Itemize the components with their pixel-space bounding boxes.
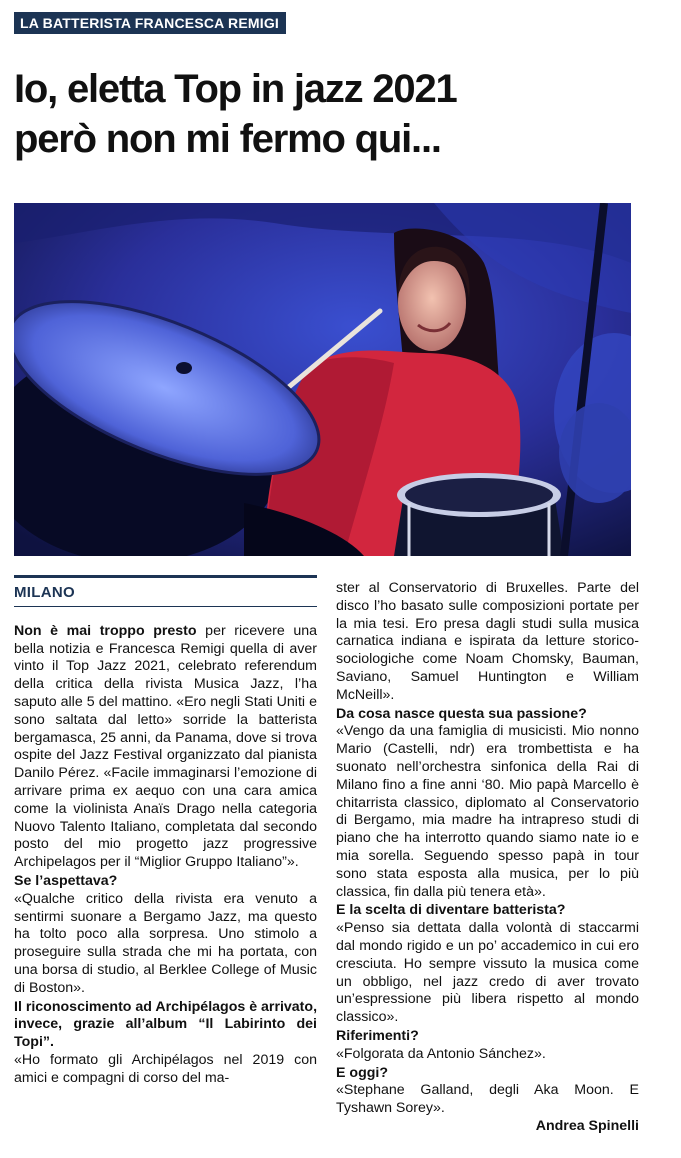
answer-5: «Folgorata da Antonio Sánchez». xyxy=(336,1045,546,1062)
question-6: E oggi? xyxy=(336,1064,389,1081)
section-header xyxy=(14,575,317,607)
question-5: Riferimenti? xyxy=(336,1027,419,1044)
headline xyxy=(14,64,654,164)
answer-3: «Vengo da una famiglia di musicisti. Mio nonno Mario (Castelli, ndr) era trombettista e ha suonato nell’orchestra sinfonica della Rai di Milano fino a fine anni ‘80. Mio papà Marcello è chitarrista classico, diplomato al Conservatorio di Bergamo, mia madre ha intrapreso studi di piano che ha interrotto quando siamo nate io e mia sorella. Seguendo spesso papà in tour sono stata esposta alla musica, per lo più classica, fin dalla più tenera età». xyxy=(336,723,639,900)
author-byline: Andrea Spinelli xyxy=(535,1117,639,1134)
question-3: Da cosa nasce questa sua passione? xyxy=(336,705,587,722)
section-label: MILANO xyxy=(14,584,75,601)
question-1: Se l’aspettava? xyxy=(14,872,118,889)
drummer-photo-icon xyxy=(14,203,631,556)
answer-2-part-1: «Ho formato gli Archipélagos nel 2019 con amici e compagni di corso del ma- xyxy=(14,1051,317,1086)
kicker-label: LA BATTERISTA FRANCESCA REMIGI xyxy=(14,12,286,34)
answer-6: «Stephane Galland, degli Aka Moon. E Tyshawn Sorey». xyxy=(336,1082,639,1117)
headline-line-1: Io, eletta Top in jazz 2021 xyxy=(14,67,457,111)
lead-text: per ricevere una bella notizia e Francesca Remigi quella di aver vinto il Top Jazz 2021, celebrato referendum della critica della rivista Musica Jazz, l’ha saputo alle 5 del mattino. «Ero negli Stati Uniti e sono saltata dal letto» sorride la batterista bergamasca, 25 anni, da Panama, dove si trova ospite del Jazz Festival organizzato dal pianista Danilo Pérez. «Facile immaginarsi l’emozione di arrivare prima ex aequo con una cara amica come la violinista Anaïs Drago nella categoria Nuovo Talento Italiano, completata dal secondo posto del mio progetto jazz progressive Archipelagos per il “Miglior Gruppo Italiano”». xyxy=(14,622,318,871)
article-column-right xyxy=(336,580,639,1136)
drummer-photo xyxy=(14,203,631,556)
question-2: Il riconoscimento ad Archipélagos è arrivato, invece, grazie all’album “Il Labirinto dei Topi”. xyxy=(14,998,318,1051)
answer-2-part-2: ster al Conservatorio di Bruxelles. Parte del disco l’ho basato sulle composizioni portate per la mia tesi. Ero presa dagli studi sulla musica carnatica indiana e ispirata da letture storico-sociologiche come Noam Chomsky, Bauman, Saviano, Samuel Huntington e William McNeill». xyxy=(336,580,639,703)
article-column-left xyxy=(14,575,317,1088)
headline-line-2: però non mi fermo qui... xyxy=(14,117,441,161)
answer-1: «Qualche critico della rivista era venuto a sentirmi suonare a Bergamo Jazz, ma questo ha tolto poco alla sorpresa. Uno stimolo a proseguire sulla strada che mi ha portata, con una borsa di studio, al Berklee College of Music di Boston». xyxy=(14,890,317,996)
lead-paragraph xyxy=(14,623,317,872)
answer-4: «Penso sia dettata dalla volontà di staccarmi dal mondo rigido e un po’ accademico in cui ero cresciuta. Ho sempre vissuto la musica come un obbligo, nel jazz credo di aver trovato un’espressione più libera rispetto al mondo classico». xyxy=(336,920,639,1026)
question-4: E la scelta di diventare batterista? xyxy=(336,902,566,919)
lead-bold: Non è mai troppo presto xyxy=(14,622,197,639)
